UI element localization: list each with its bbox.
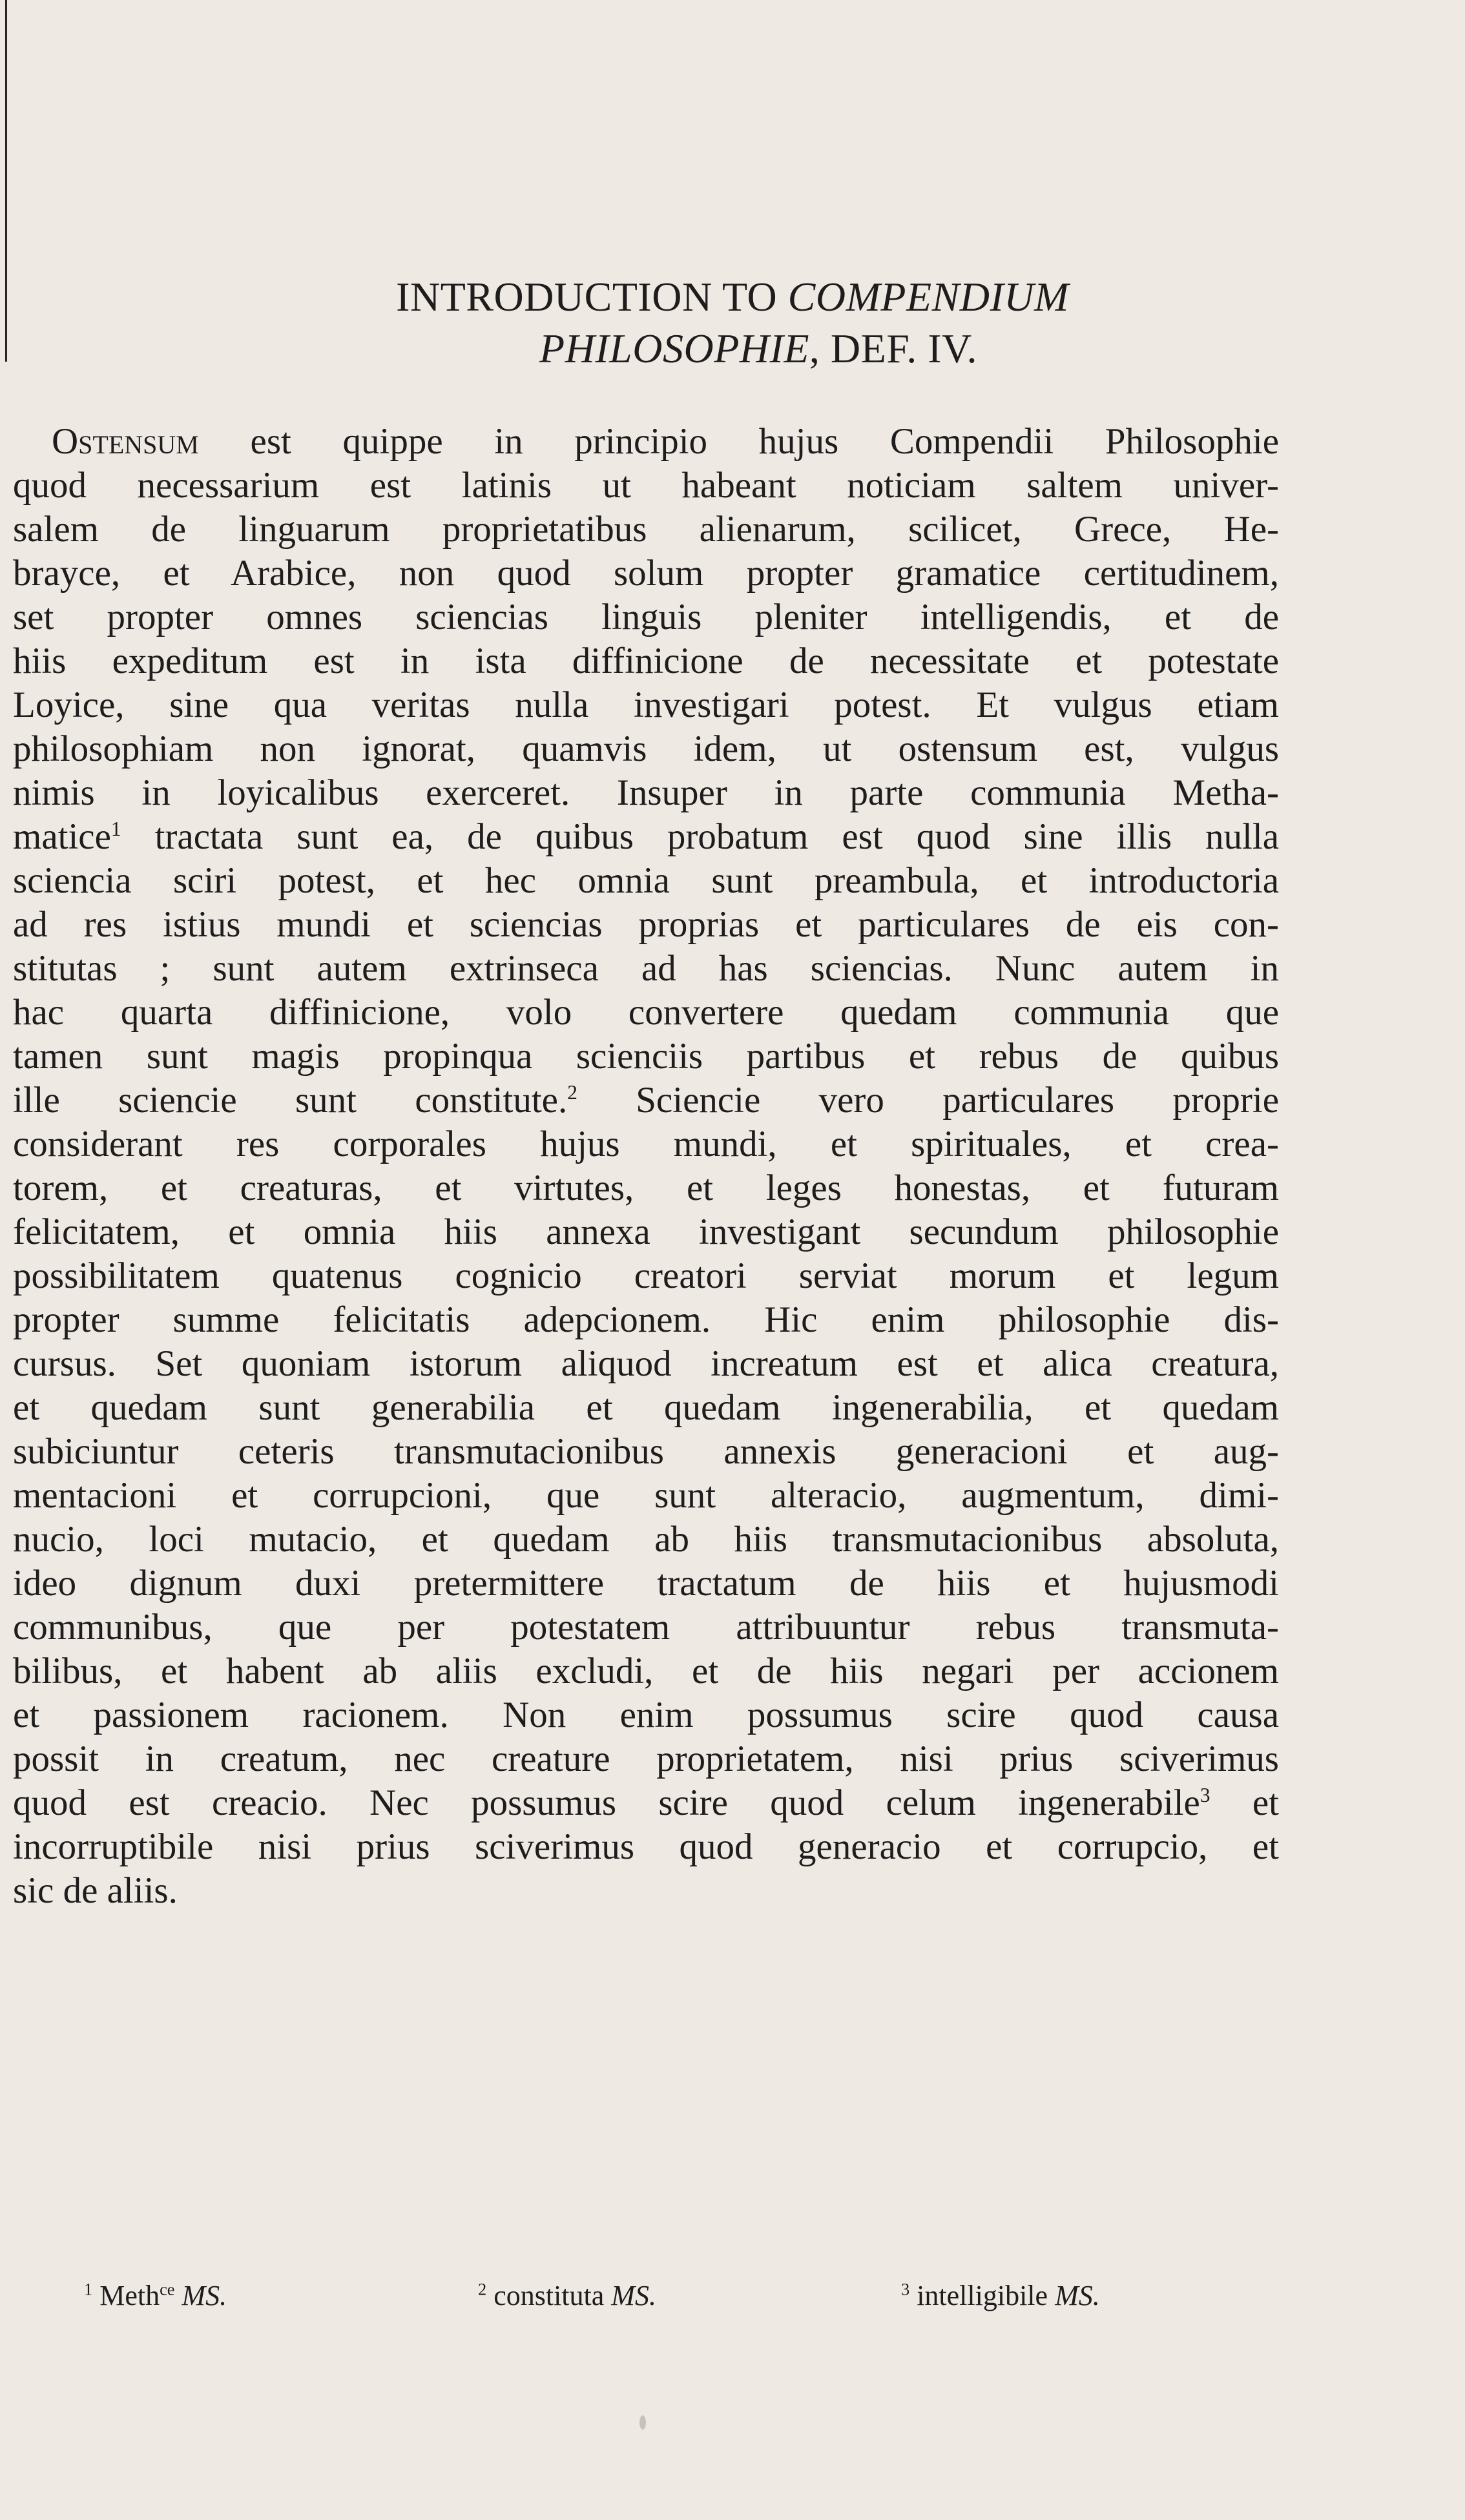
text-line: et passionem racionem. Non enim possumus scire quod causa	[13, 1695, 1279, 1735]
text-line: possit in creatum, nec creature proprietatem, nisi prius sciverimus	[13, 1739, 1279, 1779]
text-line: ad res istius mundi et sciencias proprias et particulares de eis con-	[13, 904, 1279, 945]
text-line: nucio, loci mutacio, et quedam ab hiis transmutacionibus absoluta,	[13, 1519, 1279, 1560]
text-line: ideo dignum duxi pretermittere tractatum de hiis et hujusmodi	[13, 1563, 1279, 1604]
text-line: tamen sunt magis propinqua scienciis partibus et rebus de quibus	[13, 1036, 1279, 1077]
text-line: subiciuntur ceteris transmutacionibus annexis generacioni et aug-	[13, 1431, 1279, 1472]
text-line: torem, et creaturas, et virtutes, et leges honestas, et futuram	[13, 1168, 1279, 1208]
text-line: considerant res corporales hujus mundi, et spirituales, et crea-	[13, 1124, 1279, 1164]
text-line: felicitatem, et omnia hiis annexa investigant secundum philosophie	[13, 1212, 1279, 1252]
text-line: philosophiam non ignorat, quamvis idem, ut ostensum est, vulgus	[13, 728, 1279, 769]
text-line: sciencia sciri potest, et hec omnia sunt preambula, et introductoria	[13, 860, 1279, 901]
footnote-2: $^2$ constituta MS.	[478, 2279, 656, 2311]
footnotes	[0, 2278, 1465, 2317]
text-line: quod necessarium est latinis ut habeant noticiam saltem univer-	[13, 465, 1279, 506]
text-line: et quedam sunt generabilia et quedam ingenerabilia, et quedam	[13, 1387, 1279, 1428]
text-line: nimis in loyicalibus exerceret. Insuper in parte communia Metha-	[13, 772, 1279, 813]
text-line: communibus, que per potestatem attribuuntur rebus transmuta-	[13, 1607, 1279, 1647]
footnote-3: $^3$ intelligibile MS.	[901, 2279, 1100, 2311]
title-line-1: INTRODUCTION TO COMPENDIUM	[396, 274, 1069, 320]
text-line: stitutas ; sunt autem extrinseca ad has sciencias. Nunc autem in	[13, 948, 1279, 989]
page-title	[0, 271, 1465, 375]
text-line: ille sciencie sunt constitute.$^2$ Sciencie vero particulares proprie	[13, 1080, 1279, 1121]
text-line: propter summe felicitatis adepcionem. Hic enim philosophie dis-	[13, 1299, 1279, 1340]
text-line: matice$^1$ tractata sunt ea, de quibus probatum est quod sine illis nulla	[13, 816, 1279, 857]
title-line-2: PHILOSOPHIE, DEF. IV.	[539, 325, 977, 371]
text-line: mentacioni et corrupcioni, que sunt alteracio, augmentum, dimi-	[13, 1475, 1279, 1516]
text-line: incorruptibile nisi prius sciverimus quod generacio et corrupcio, et	[13, 1826, 1279, 1867]
footnote-ref-3: 3	[1200, 1784, 1210, 1806]
text-line: Ostensum est quippe in principio hujus Compendii Philosophie	[52, 421, 1279, 462]
text-line: hiis expeditum est in ista diffinicione de necessitate et potestate	[13, 641, 1279, 681]
text-line: quod est creacio. Nec possumus scire quod celum ingenerabile$^3$ et	[13, 1782, 1279, 1823]
paper-smudge	[639, 2415, 646, 2430]
footnote-ref-1: 1	[110, 818, 121, 840]
text-line: set propter omnes sciencias linguis pleniter intelligendis, et de	[13, 597, 1279, 637]
text-line: cursus. Set quoniam istorum aliquod increatum est et alica creatura,	[13, 1343, 1279, 1384]
text-line: brayce, et Arabice, non quod solum propter gramatice certitudinem,	[13, 553, 1279, 594]
footnote-1: $^1$ Meth$^{ce}$ MS.	[84, 2279, 227, 2311]
text-line: sic de aliis.	[13, 1870, 178, 1911]
text-line: possibilitatem quatenus cognicio creatori serviat morum et legum	[13, 1255, 1279, 1296]
text-line: bilibus, et habent ab aliis excludi, et de hiis negari per accionem	[13, 1651, 1279, 1691]
text-line: hac quarta diffinicione, volo convertere quedam communia que	[13, 992, 1279, 1033]
footnote-ref-2: 2	[567, 1081, 577, 1104]
text-line: salem de linguarum proprietatibus alienarum, scilicet, Grece, He-	[13, 509, 1279, 550]
text-line: Loyice, sine qua veritas nulla investigari potest. Et vulgus etiam	[13, 685, 1279, 725]
